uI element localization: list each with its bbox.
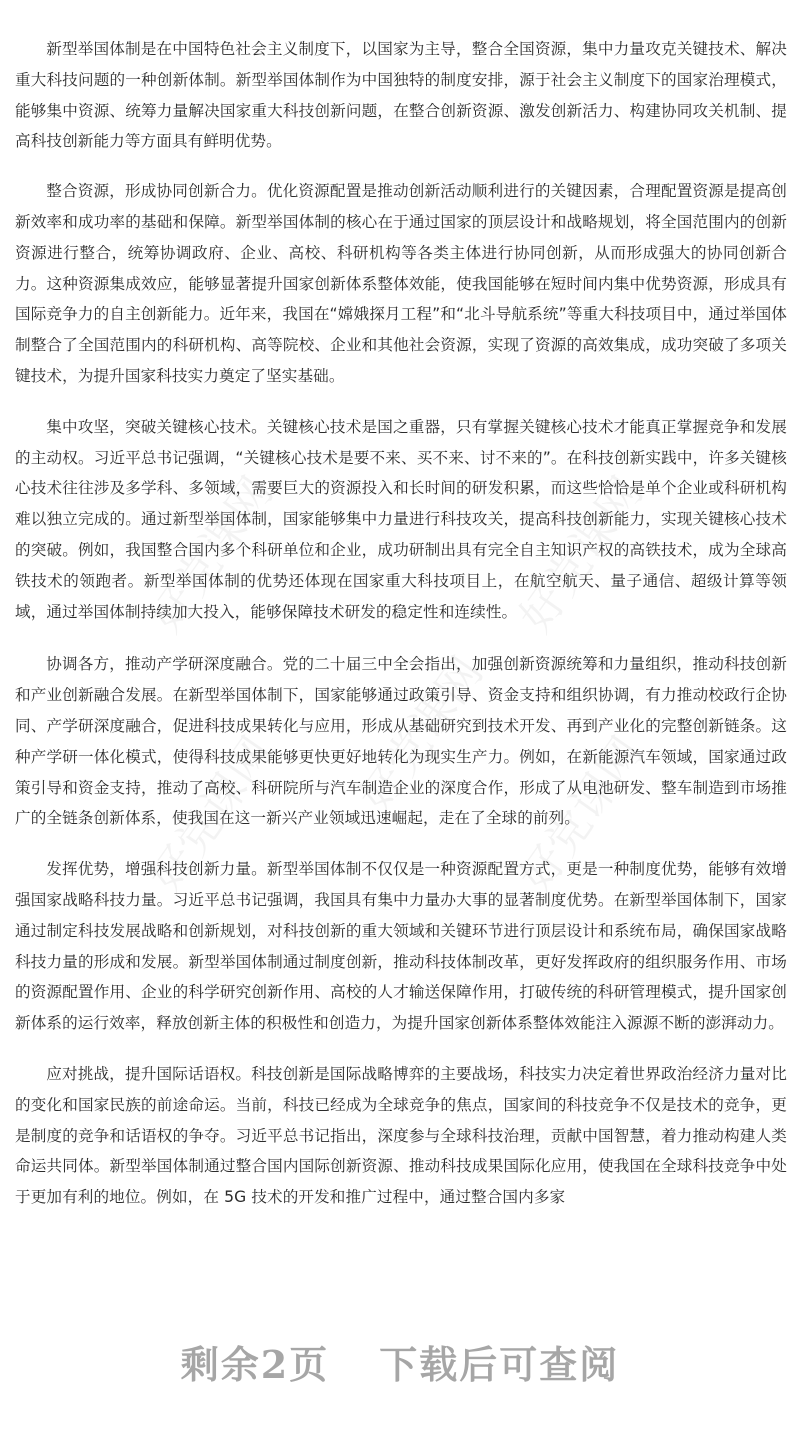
download-prompt-banner[interactable] [0, 1334, 800, 1389]
download-to-view-text[interactable]: 下载后可查阅 [379, 1342, 620, 1387]
watermark: 好党课网 [510, 727, 654, 902]
document-body [15, 34, 787, 1213]
paragraph-innovation-strength: 发挥优势，增强科技创新力量。新型举国体制不仅仅是一种资源配置方式，更是一种制度优势，能够有效增强国家战略科技力量。习近平总书记强调，我国具有集中力量办大事的显著制度优势。在新型举国体制下，国家通过制定科技发展战略和创新规划，对科技创新的重大领域和关键环节进行顶层设计和系统布局，确保国家战略科技力量的形成和发展。新型举国体制通过制度创新，推动科技体制改革，更好发挥政府的组织服务作用、市场的资源配置作用、企业的科学研究创新作用、高校的人才输送保障作用，打破传统的科研管理模式，提升国家创新体系的运行效率，释放创新主体的积极性和创造力，为提升国家创新体系整体效能注入源源不断的澎湃动力。 [15, 860, 787, 1033]
paragraph-integrate-resources: 整合资源，形成协同创新合力。优化资源配置是推动创新活动顺利进行的关键因素，合理配置资源是提高创新效率和成功率的基础和保障。新型举国体制的核心在于通过国家的顶层设计和战略规划，将全国范围内的创新资源进行整合，统筹协调政府、企业、高校、科研机构等各类主体进行协同创新，从而形成强大的协同创新合力。这种资源集成效应，能够显著提升国家创新体系整体效能，使我国能够在短时间内集中优势资源，形成具有国际竞争力的自主创新能力。近年来，我国在“嫦娥探月工程”和“北斗导航系统”等重大科技项目中，通过举国体制整合了全国范围内的科研机构、高等院校、企业和其他社会资源，实现了资源的高效集成，成功突破了多项关键技术，为提升国家科技实力奠定了坚实基础。 [15, 182, 787, 385]
watermark: 好党课网 [140, 467, 284, 642]
watermark: 好党课网 [510, 467, 654, 642]
paragraph-industry-research: 协调各方，推动产学研深度融合。党的二十届三中全会指出，加强创新资源统筹和力量组织，推动科技创新和产业创新融合发展。在新型举国体制下，国家能够通过政策引导、资金支持和组织协调，有力推动校政行企协同、产学研深度融合，促进科技成果转化与应用，形成从基础研究到技术开发、再到产业化的完整创新链条。这种产学研一体化模式，使得科技成果能够更快更好地转化为现实生产力。例如，在新能源汽车领域，国家通过政策引导和资金支持，推动了高校、科研院所与汽车制造企业的深度合作，形成了从电池研发、整车制造到市场推广的全链条创新体系，使我国在这一新兴产业领域迅速崛起，走在了全球的前列。 [15, 655, 787, 828]
remaining-pages-text: 剩余2页 [180, 1342, 330, 1387]
watermark: 好党课网 [350, 647, 494, 822]
paragraph-core-technology: 集中攻坚，突破关键核心技术。关键核心技术是国之重器，只有掌握关键核心技术才能真正掌握竞争和发展的主动权。习近平总书记强调，“关键核心技术是要不来、买不来、讨不来的”。在科技创新实践中，许多关键核心技术往往涉及多学科、多领域，需要巨大的资源投入和长时间的研发积累，而这些恰恰是单个企业或科研机构难以独立完成的。通过新型举国体制，国家能够集中力量进行科技攻关，提高科技创新能力，实现关键核心技术的突破。例如，我国整合国内多个科研单位和企业，成功研制出具有完全自主知识产权的高铁技术，成为全球高铁技术的领跑者。新型举国体制的优势还体现在国家重大科技项目上，在航空航天、量子通信、超级计算等领域，通过举国体制持续加大投入，能够保障技术研发的稳定性和连续性。 [15, 417, 787, 621]
watermark: 好党课网 [140, 727, 284, 902]
paragraph-intro: 新型举国体制是在中国特色社会主义制度下，以国家为主导，整合全国资源，集中力量攻克关键技术、解决重大科技问题的一种创新体制。新型举国体制作为中国独特的制度安排，源于社会主义制度下的国家治理模式，能够集中资源、统筹力量解决国家重大科技创新问题，在整合创新资源、激发创新活力、构建协同攻关机制、提高科技创新能力等方面具有鲜明优势。 [15, 40, 787, 151]
paragraph-international-voice: 应对挑战，提升国际话语权。科技创新是国际战略博弈的主要战场，科技实力决定着世界政治经济力量对比的变化和国家民族的前途命运。当前，科技已经成为全球竞争的焦点，国家间的科技竞争不仅是技术的竞争，更是制度的竞争和话语权的争夺。习近平总书记指出，深度参与全球科技治理，贡献中国智慧，着力推动构建人类命运共同体。新型举国体制通过整合国内国际创新资源、推动科技成果国际化应用，使我国在全球科技竞争中处于更加有利的地位。例如，在 5G 技术的开发和推广过程中，通过整合国内多家 [15, 1064, 787, 1207]
